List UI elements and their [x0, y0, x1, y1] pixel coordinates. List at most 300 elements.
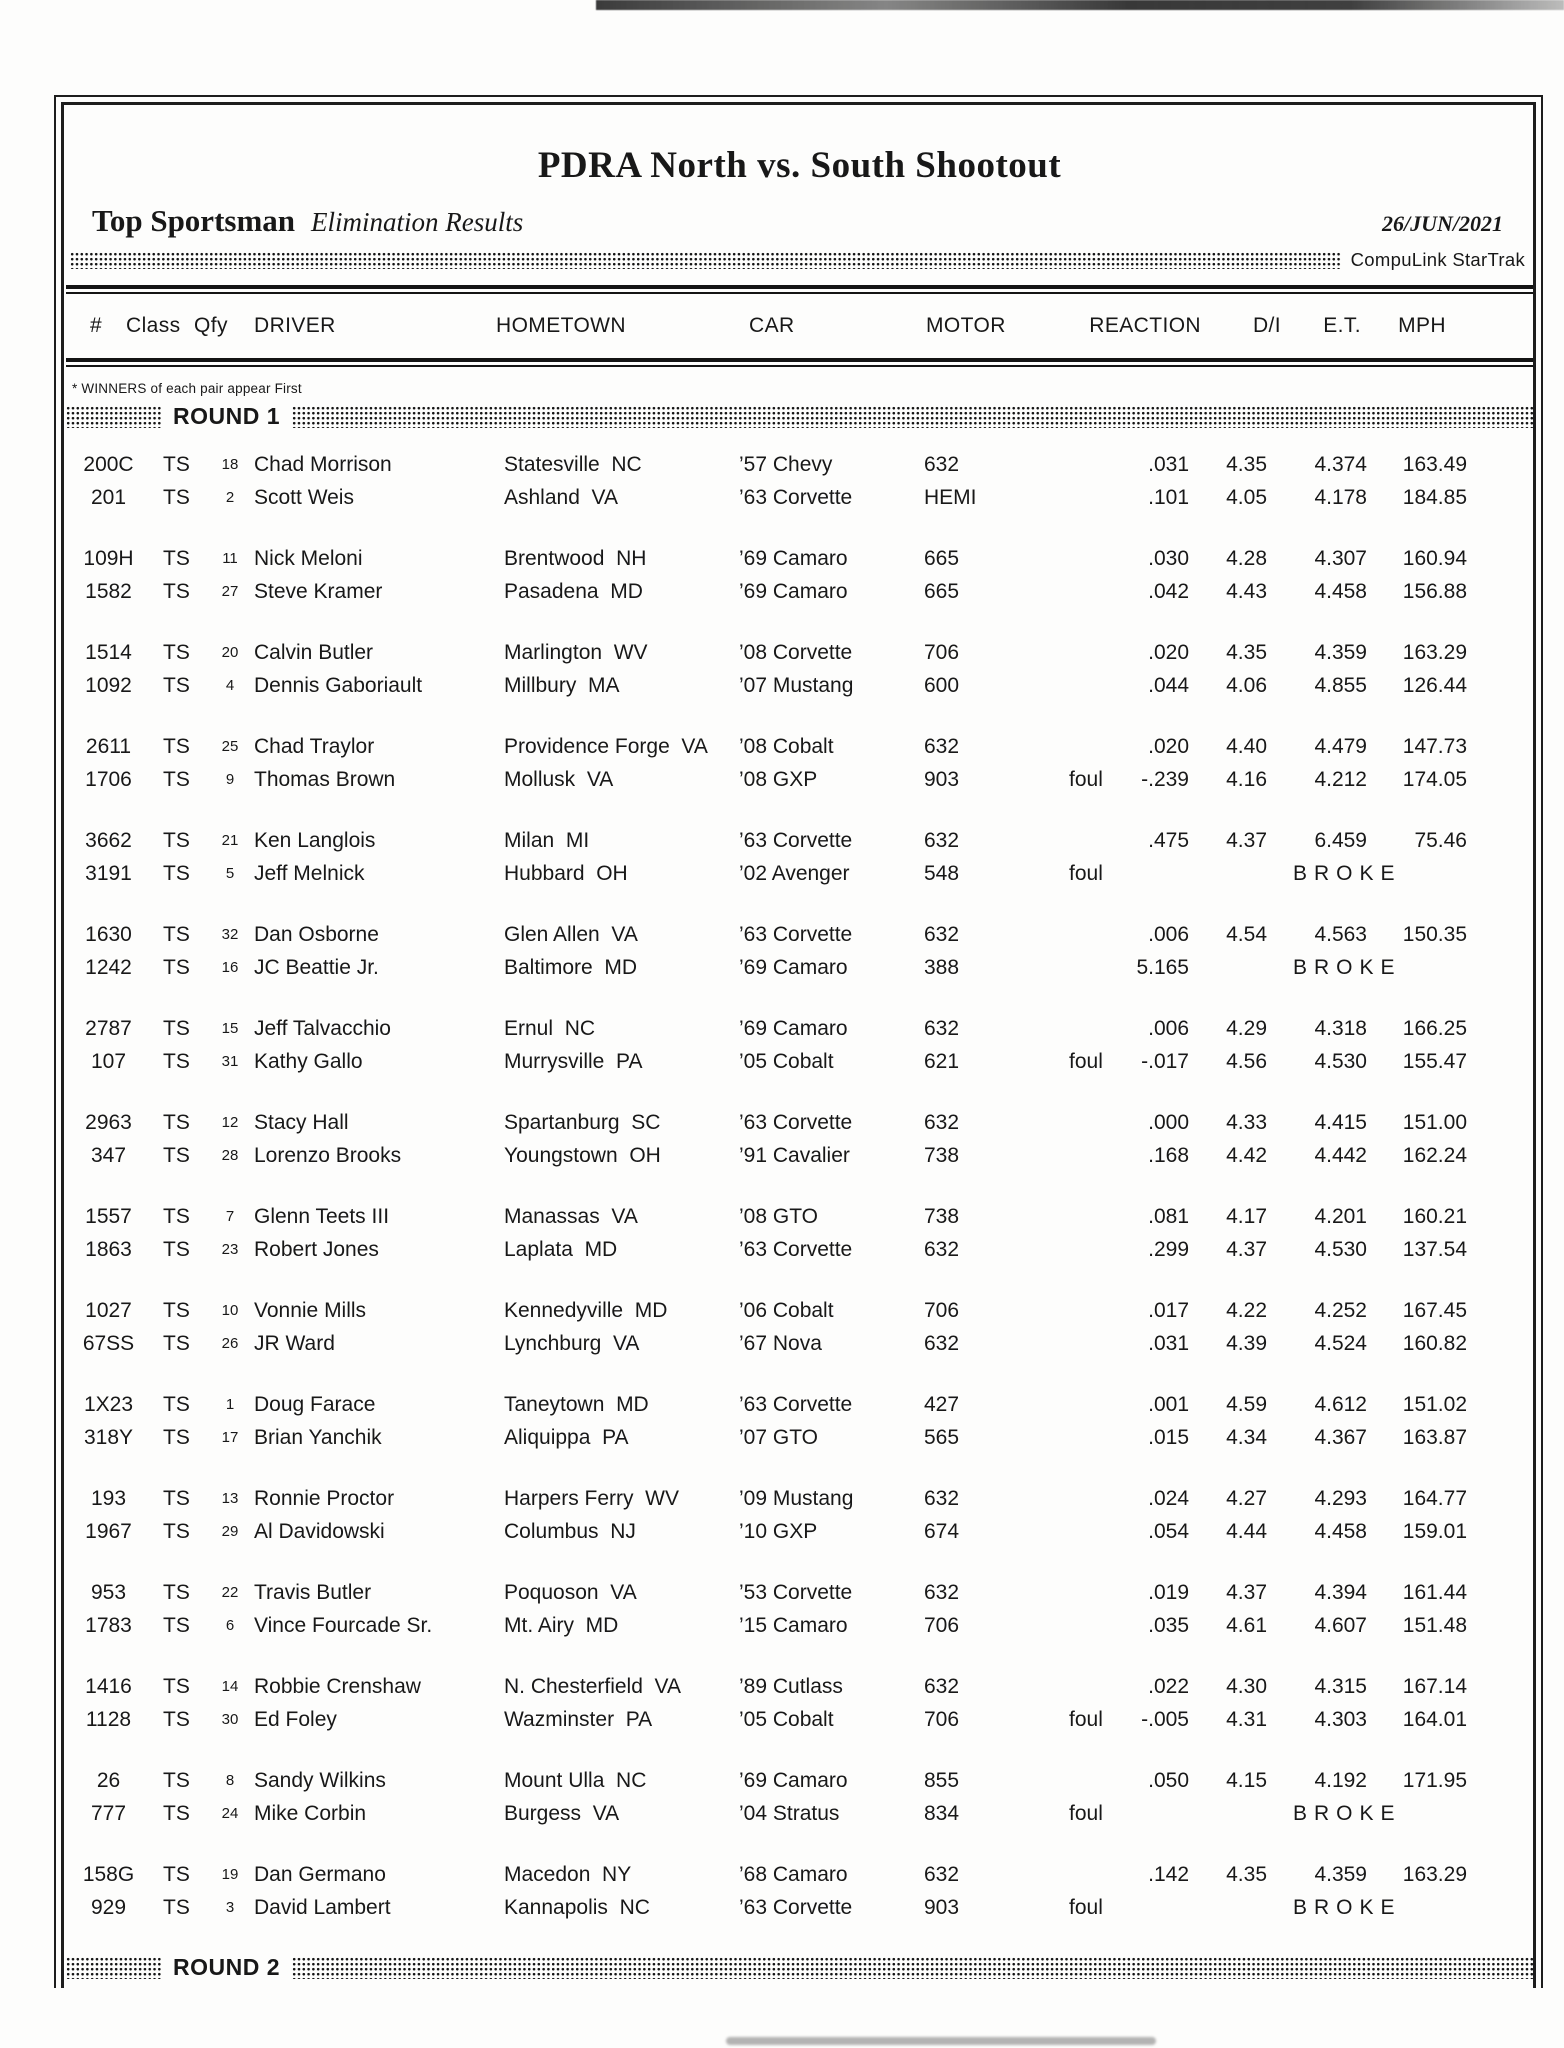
car-cell: ’57 Chevy: [739, 452, 833, 476]
di-cell: 4.34: [1226, 1425, 1267, 1449]
class-cell: TS: [163, 1895, 190, 1919]
reaction-cell: .050: [1148, 1768, 1189, 1792]
motor-cell: 632: [924, 828, 960, 852]
driver-cell: Chad Traylor: [254, 734, 375, 758]
car-number-cell: 1416: [85, 1674, 132, 1698]
motor-cell: 632: [924, 1486, 960, 1510]
hometown-cell: Wazminster PA: [504, 1707, 653, 1731]
reaction-group: [1069, 1769, 1189, 1793]
race-pair: [66, 1012, 1533, 1078]
result-row: [66, 1200, 1533, 1233]
dotted-separator: [292, 1957, 1533, 1979]
subheader-row: [92, 203, 1503, 239]
mph-cell: 162.24: [1402, 1143, 1467, 1167]
result-row: [66, 1294, 1533, 1327]
qualify-cell: 31: [221, 1053, 239, 1070]
car-cell: ’07 Mustang: [739, 673, 854, 697]
reaction-group: [1069, 1426, 1189, 1450]
reaction-group: [1069, 923, 1189, 947]
motor-cell: 632: [924, 1580, 960, 1604]
class-cell: TS: [163, 1580, 190, 1604]
reaction-cell: .101: [1148, 485, 1189, 509]
result-row: [66, 1891, 1533, 1924]
result-row: [66, 1703, 1533, 1736]
et-cell: 4.192: [1314, 1768, 1367, 1792]
reaction-group: [1069, 1111, 1189, 1135]
driver-cell: Vince Fourcade Sr.: [254, 1613, 433, 1637]
car-cell: ’08 Cobalt: [739, 734, 834, 758]
result-row: [66, 1012, 1533, 1045]
motor-cell: 632: [924, 1331, 960, 1355]
motor-cell: 621: [924, 1049, 960, 1073]
class-cell: TS: [163, 1298, 190, 1322]
driver-cell: Dan Osborne: [254, 922, 379, 946]
driver-cell: JC Beattie Jr.: [254, 955, 379, 979]
di-cell: 4.35: [1226, 1862, 1267, 1886]
class-cell: TS: [163, 1392, 190, 1416]
reaction-group: [1069, 1863, 1189, 1887]
col-header-car: CAR: [749, 314, 795, 337]
broke-cell: BROKE: [1293, 1895, 1402, 1919]
car-number-cell: 2787: [85, 1016, 132, 1040]
qualify-cell: 32: [221, 926, 239, 943]
qualify-cell: 28: [221, 1147, 239, 1164]
di-cell: 4.59: [1226, 1392, 1267, 1416]
car-number-cell: 1967: [85, 1519, 132, 1543]
dotted-separator: [70, 252, 1341, 269]
qualify-cell: 16: [221, 959, 239, 976]
motor-cell: 674: [924, 1519, 960, 1543]
motor-cell: 738: [924, 1204, 960, 1228]
di-cell: 4.43: [1226, 579, 1267, 603]
qualify-cell: 19: [221, 1866, 239, 1883]
reaction-group: [1069, 453, 1189, 477]
motor-cell: HEMI: [924, 485, 977, 509]
di-cell: 4.15: [1226, 1768, 1267, 1792]
reaction-group: [1069, 1017, 1189, 1041]
class-cell: TS: [163, 1707, 190, 1731]
et-cell: 4.367: [1314, 1425, 1367, 1449]
race-pair: [66, 730, 1533, 796]
reaction-cell: 5.165: [1136, 955, 1189, 979]
reaction-cell: -.239: [1141, 767, 1189, 791]
driver-cell: Ken Langlois: [254, 828, 376, 852]
car-number-cell: 1783: [85, 1613, 132, 1637]
car-number-cell: 1027: [85, 1298, 132, 1322]
round-1-header: [66, 403, 1533, 430]
di-cell: 4.33: [1226, 1110, 1267, 1134]
et-cell: 4.315: [1314, 1674, 1367, 1698]
di-cell: 4.31: [1226, 1707, 1267, 1731]
race-pair: [66, 918, 1533, 984]
car-number-cell: 26: [96, 1768, 121, 1792]
col-header-class: Class: [126, 314, 181, 337]
car-number-cell: 1242: [85, 955, 132, 979]
reaction-group: [1069, 486, 1189, 510]
class-cell: TS: [163, 828, 190, 852]
motor-cell: 834: [924, 1801, 960, 1825]
et-cell: 4.612: [1314, 1392, 1367, 1416]
round-2-header: [66, 1954, 1533, 1981]
result-row: [66, 1858, 1533, 1891]
driver-cell: Calvin Butler: [254, 640, 374, 664]
reaction-group: [1069, 1802, 1189, 1826]
reaction-cell: .475: [1148, 828, 1189, 852]
event-title: PDRA North vs. South Shootout: [537, 145, 1062, 186]
car-number-cell: 1514: [85, 640, 132, 664]
reaction-cell: .168: [1148, 1143, 1189, 1167]
result-row: [66, 1797, 1533, 1830]
col-header-et: E.T.: [1323, 314, 1361, 337]
motor-cell: 632: [924, 452, 960, 476]
mph-cell: 150.35: [1402, 922, 1467, 946]
et-cell: 4.374: [1314, 452, 1367, 476]
hometown-cell: Milan MI: [504, 828, 590, 852]
mph-cell: 163.87: [1402, 1425, 1467, 1449]
document-sheet-border: [54, 95, 1543, 1988]
mph-cell: 151.48: [1402, 1613, 1467, 1637]
mph-cell: 147.73: [1402, 734, 1467, 758]
car-cell: ’63 Corvette: [739, 1110, 853, 1134]
reaction-cell: .020: [1148, 640, 1189, 664]
driver-cell: Robert Jones: [254, 1237, 379, 1261]
qualify-cell: 8: [225, 1772, 235, 1789]
et-cell: 4.607: [1314, 1613, 1367, 1637]
di-cell: 4.16: [1226, 767, 1267, 791]
mph-cell: 160.94: [1402, 546, 1467, 570]
car-number-cell: 1128: [85, 1707, 132, 1731]
reaction-cell: .022: [1148, 1674, 1189, 1698]
car-cell: ’63 Corvette: [739, 1237, 853, 1261]
di-cell: 4.06: [1226, 673, 1267, 697]
class-cell: TS: [163, 734, 190, 758]
hometown-cell: Ernul NC: [504, 1016, 596, 1040]
di-cell: 4.28: [1226, 546, 1267, 570]
event-date: 26/JUN/2021: [1382, 211, 1503, 236]
driver-cell: Steve Kramer: [254, 579, 383, 603]
hometown-cell: Marlington WV: [504, 640, 648, 664]
qualify-cell: 14: [221, 1678, 239, 1695]
car-cell: ’69 Camaro: [739, 579, 848, 603]
driver-cell: Dan Germano: [254, 1862, 386, 1886]
reaction-cell: .019: [1148, 1580, 1189, 1604]
broke-cell: BROKE: [1293, 861, 1402, 885]
hometown-cell: Statesville NC: [504, 452, 642, 476]
reaction-group: [1069, 1520, 1189, 1544]
reaction-cell: .081: [1148, 1204, 1189, 1228]
car-number-cell: 107: [90, 1049, 127, 1073]
results-rows: [66, 448, 1533, 1924]
car-number-cell: 200C: [83, 452, 134, 476]
class-cell: TS: [163, 1486, 190, 1510]
di-cell: 4.56: [1226, 1049, 1267, 1073]
hometown-cell: Laplata MD: [504, 1237, 618, 1261]
col-header-reaction: REACTION: [1089, 314, 1201, 337]
class-cell: TS: [163, 861, 190, 885]
car-number-cell: 67SS: [82, 1331, 135, 1355]
col-header-hometown: HOMETOWN: [496, 314, 626, 337]
di-cell: 4.30: [1226, 1674, 1267, 1698]
car-number-cell: 1092: [85, 673, 132, 697]
qualify-cell: 1: [225, 1396, 235, 1413]
foul-flag: foul: [1069, 1895, 1103, 1919]
et-cell: 4.530: [1314, 1237, 1367, 1261]
et-cell: 4.458: [1314, 579, 1367, 603]
hometown-cell: Hubbard OH: [504, 861, 628, 885]
mph-cell: 137.54: [1402, 1237, 1467, 1261]
di-cell: 4.37: [1226, 828, 1267, 852]
horizontal-rule-bottom: [66, 358, 1533, 367]
qualify-cell: 4: [225, 677, 235, 694]
motor-cell: 903: [924, 767, 960, 791]
result-row: [66, 1233, 1533, 1266]
car-cell: ’08 Corvette: [739, 640, 853, 664]
mph-cell: 166.25: [1402, 1016, 1467, 1040]
car-number-cell: 1863: [85, 1237, 132, 1261]
car-cell: ’15 Camaro: [739, 1613, 848, 1637]
et-cell: 4.524: [1314, 1331, 1367, 1355]
round-1-label: ROUND 1: [173, 403, 281, 429]
reaction-group: [1069, 1675, 1189, 1699]
reaction-cell: .017: [1148, 1298, 1189, 1322]
driver-cell: Glenn Teets III: [254, 1204, 390, 1228]
result-row: [66, 1045, 1533, 1078]
mph-cell: 167.14: [1402, 1674, 1467, 1698]
reaction-cell: .000: [1148, 1110, 1189, 1134]
dotted-separator: [292, 406, 1533, 428]
car-number-cell: 318Y: [83, 1425, 134, 1449]
race-pair: [66, 1764, 1533, 1830]
hometown-cell: Taneytown MD: [504, 1392, 649, 1416]
result-row: [66, 575, 1533, 608]
reaction-group: [1069, 1205, 1189, 1229]
et-cell: 4.415: [1314, 1110, 1367, 1134]
mph-cell: 163.29: [1402, 1862, 1467, 1886]
reaction-cell: .299: [1148, 1237, 1189, 1261]
scan-artifact-bottom: [726, 2037, 1156, 2045]
col-header-number: #: [89, 314, 103, 337]
mph-cell: 163.29: [1402, 640, 1467, 664]
driver-cell: Ronnie Proctor: [254, 1486, 395, 1510]
motor-cell: 632: [924, 1237, 960, 1261]
qualify-cell: 26: [221, 1335, 239, 1352]
hometown-cell: Aliquippa PA: [504, 1425, 629, 1449]
driver-cell: Dennis Gaboriault: [254, 673, 423, 697]
driver-cell: Chad Morrison: [254, 452, 392, 476]
reaction-group: [1069, 1393, 1189, 1417]
car-cell: ’10 GXP: [739, 1519, 818, 1543]
race-pair: [66, 1294, 1533, 1360]
hometown-cell: Mount Ulla NC: [504, 1768, 647, 1792]
car-cell: ’02 Avenger: [739, 861, 850, 885]
mph-cell: 163.49: [1402, 452, 1467, 476]
hometown-cell: Burgess VA: [504, 1801, 620, 1825]
car-number-cell: 2963: [85, 1110, 132, 1134]
class-cell: TS: [163, 1331, 190, 1355]
car-number-cell: 109H: [83, 546, 134, 570]
car-number-cell: 1557: [85, 1204, 132, 1228]
result-row: [66, 1421, 1533, 1454]
reaction-cell: .015: [1148, 1425, 1189, 1449]
class-cell: TS: [163, 922, 190, 946]
col-header-qualify: Qfy: [194, 314, 228, 337]
reaction-cell: .020: [1148, 734, 1189, 758]
hometown-cell: Kennedyville MD: [504, 1298, 668, 1322]
race-pair: [66, 1106, 1533, 1172]
qualify-cell: 13: [221, 1490, 239, 1507]
reaction-group: [1069, 862, 1189, 886]
motor-cell: 548: [924, 861, 960, 885]
motor-cell: 665: [924, 546, 960, 570]
hometown-cell: Baltimore MD: [504, 955, 638, 979]
car-cell: ’63 Corvette: [739, 1392, 853, 1416]
motor-cell: 632: [924, 1016, 960, 1040]
hometown-cell: Millbury MA: [504, 673, 620, 697]
reaction-group: [1069, 735, 1189, 759]
hometown-cell: Murrysville PA: [504, 1049, 643, 1073]
car-cell: ’06 Cobalt: [739, 1298, 834, 1322]
di-cell: 4.37: [1226, 1580, 1267, 1604]
et-cell: 4.394: [1314, 1580, 1367, 1604]
car-cell: ’63 Corvette: [739, 922, 853, 946]
motor-cell: 632: [924, 734, 960, 758]
class-cell: TS: [163, 673, 190, 697]
mph-cell: 184.85: [1402, 485, 1467, 509]
car-number-cell: 347: [90, 1143, 127, 1167]
et-cell: 4.307: [1314, 546, 1367, 570]
class-title: Top Sportsman: [92, 203, 296, 238]
et-cell: 4.293: [1314, 1486, 1367, 1510]
di-cell: 4.44: [1226, 1519, 1267, 1543]
race-pair: [66, 1858, 1533, 1924]
car-cell: ’91 Cavalier: [739, 1143, 850, 1167]
reaction-cell: .006: [1148, 922, 1189, 946]
motor-cell: 565: [924, 1425, 960, 1449]
car-cell: ’63 Corvette: [739, 485, 853, 509]
hometown-cell: Poquoson VA: [504, 1580, 637, 1604]
mph-cell: 151.00: [1402, 1110, 1467, 1134]
result-row: [66, 481, 1533, 514]
et-cell: 4.303: [1314, 1707, 1367, 1731]
qualify-cell: 5: [225, 865, 235, 882]
reaction-group: [1069, 580, 1189, 604]
car-number-cell: 158G: [82, 1862, 135, 1886]
car-cell: ’89 Cutlass: [739, 1674, 843, 1698]
car-cell: ’08 GTO: [739, 1204, 818, 1228]
class-cell: TS: [163, 1143, 190, 1167]
qualify-cell: 2: [225, 489, 235, 506]
hometown-cell: Pasadena MD: [504, 579, 643, 603]
qualify-cell: 12: [221, 1114, 239, 1131]
car-number-cell: 953: [90, 1580, 127, 1604]
motor-cell: 903: [924, 1895, 960, 1919]
di-cell: 4.27: [1226, 1486, 1267, 1510]
car-cell: ’63 Corvette: [739, 1895, 853, 1919]
foul-flag: foul: [1069, 1801, 1103, 1825]
car-number-cell: 193: [90, 1486, 127, 1510]
race-pair: [66, 1388, 1533, 1454]
hometown-cell: Mollusk VA: [504, 767, 614, 791]
motor-cell: 632: [924, 1674, 960, 1698]
hometown-cell: Columbus NJ: [504, 1519, 636, 1543]
document-sheet: [61, 102, 1536, 1988]
foul-flag: foul: [1069, 767, 1103, 791]
di-cell: 4.35: [1226, 452, 1267, 476]
results-subtitle: Elimination Results: [311, 207, 524, 237]
class-cell: TS: [163, 1425, 190, 1449]
di-cell: 4.42: [1226, 1143, 1267, 1167]
foul-flag: foul: [1069, 861, 1103, 885]
class-cell: TS: [163, 1613, 190, 1637]
reaction-group: [1069, 1144, 1189, 1168]
car-cell: ’68 Camaro: [739, 1862, 848, 1886]
et-cell: 4.359: [1314, 640, 1367, 664]
et-cell: 4.359: [1314, 1862, 1367, 1886]
reaction-group: [1069, 674, 1189, 698]
di-cell: 4.39: [1226, 1331, 1267, 1355]
horizontal-rule-top: [66, 285, 1533, 294]
car-cell: ’05 Cobalt: [739, 1707, 834, 1731]
reaction-group: [1069, 1708, 1189, 1732]
et-cell: 4.252: [1314, 1298, 1367, 1322]
race-pair: [66, 824, 1533, 890]
qualify-cell: 25: [221, 738, 239, 755]
result-row: [66, 730, 1533, 763]
reaction-group: [1069, 829, 1189, 853]
car-number-cell: 777: [90, 1801, 127, 1825]
hometown-cell: Macedon NY: [504, 1862, 632, 1886]
driver-cell: Al Davidowski: [254, 1519, 385, 1543]
reaction-group: [1069, 1581, 1189, 1605]
qualify-cell: 9: [225, 771, 235, 788]
car-number-cell: 201: [90, 485, 127, 509]
driver-cell: Thomas Brown: [254, 767, 396, 791]
class-cell: TS: [163, 1204, 190, 1228]
mph-cell: 164.77: [1402, 1486, 1467, 1510]
mph-cell: 164.01: [1402, 1707, 1467, 1731]
driver-cell: Kathy Gallo: [254, 1049, 363, 1073]
mph-cell: 151.02: [1402, 1392, 1467, 1416]
mph-cell: 159.01: [1402, 1519, 1467, 1543]
foul-flag: foul: [1069, 1049, 1103, 1073]
qualify-cell: 30: [221, 1711, 239, 1728]
hometown-cell: Manassas VA: [504, 1204, 638, 1228]
et-cell: 4.563: [1314, 922, 1367, 946]
reaction-cell: .031: [1148, 452, 1189, 476]
race-pair: [66, 1670, 1533, 1736]
car-number-cell: 929: [90, 1895, 127, 1919]
class-cell: TS: [163, 546, 190, 570]
reaction-group: [1069, 956, 1189, 980]
class-cell: TS: [163, 640, 190, 664]
car-number-cell: 1706: [85, 767, 132, 791]
class-cell: TS: [163, 485, 190, 509]
qualify-cell: 11: [222, 550, 238, 567]
driver-cell: Mike Corbin: [254, 1801, 367, 1825]
reaction-cell: .024: [1148, 1486, 1189, 1510]
et-cell: 4.212: [1314, 767, 1367, 791]
qualify-cell: 7: [225, 1208, 235, 1225]
hometown-cell: Youngstown OH: [504, 1143, 661, 1167]
driver-cell: JR Ward: [254, 1331, 335, 1355]
class-cell: TS: [163, 1519, 190, 1543]
car-cell: ’09 Mustang: [739, 1486, 854, 1510]
result-row: [66, 763, 1533, 796]
et-cell: 4.201: [1314, 1204, 1367, 1228]
result-row: [66, 448, 1533, 481]
qualify-cell: 15: [221, 1020, 239, 1037]
car-cell: ’69 Camaro: [739, 1768, 848, 1792]
